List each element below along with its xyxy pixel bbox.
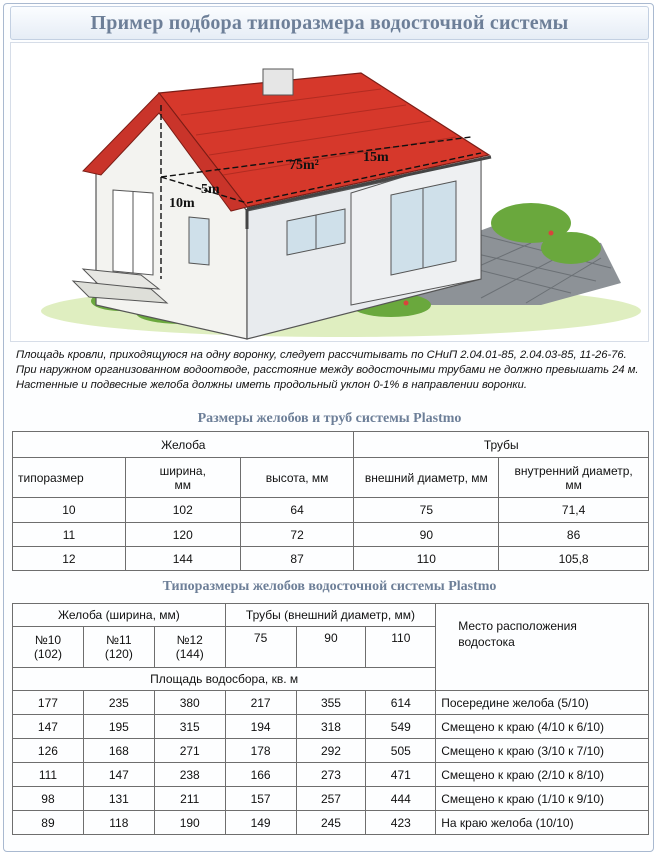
cell: 102: [125, 498, 240, 523]
cell: 444: [366, 787, 436, 811]
cell: 245: [296, 811, 366, 835]
cell: 238: [154, 763, 225, 787]
cell: 471: [366, 763, 436, 787]
gutter-size-12: №12 (144): [154, 627, 225, 668]
cell: 87: [240, 547, 354, 571]
group-gutter-width: Желоба (ширина, мм): [13, 604, 226, 627]
cell: 166: [225, 763, 296, 787]
cell: 89: [13, 811, 84, 835]
cell: 10: [13, 498, 126, 523]
cell: 380: [154, 691, 225, 715]
cell: 105,8: [499, 547, 649, 571]
gutter-size-10: №10 (102): [13, 627, 84, 668]
table-row: [13, 547, 649, 571]
cell: 190: [154, 811, 225, 835]
cell: 72: [240, 523, 354, 547]
cell: 147: [13, 715, 84, 739]
label-height: 10m: [169, 196, 195, 211]
sizes-table: [12, 431, 649, 571]
cell: 195: [83, 715, 154, 739]
cell: 257: [296, 787, 366, 811]
header-outer-diameter: внешний диаметр, мм: [354, 458, 499, 498]
cell: 12: [13, 547, 126, 571]
cell: 126: [13, 739, 84, 763]
location-cell: Посередине желоба (5/10): [436, 691, 649, 715]
cell: 90: [354, 523, 499, 547]
header-width: ширина, мм: [125, 458, 240, 498]
location-cell: Смещено к краю (3/10 к 7/10): [436, 739, 649, 763]
location-cell: Смещено к краю (1/10 к 9/10): [436, 787, 649, 811]
area-label: Площадь водосбора, кв. м: [13, 668, 436, 691]
house-illustration: [10, 42, 649, 342]
cell: 64: [240, 498, 354, 523]
cell: 235: [83, 691, 154, 715]
cell: 273: [296, 763, 366, 787]
cell: 71,4: [499, 498, 649, 523]
cell: 168: [83, 739, 154, 763]
cell: 157: [225, 787, 296, 811]
table-row: [13, 787, 649, 811]
chimney: [263, 69, 293, 95]
label-area: 75m²: [289, 158, 319, 173]
label-length: 15m: [363, 150, 389, 165]
pipe-size-110: 110: [366, 627, 436, 668]
location-cell: На краю желоба (10/10): [436, 811, 649, 835]
table-row: [13, 739, 649, 763]
cell: 211: [154, 787, 225, 811]
cell: 120: [125, 523, 240, 547]
header-size: типоразмер: [13, 458, 126, 498]
group-gutters: Желоба: [13, 432, 354, 458]
cell: 217: [225, 691, 296, 715]
cell: 505: [366, 739, 436, 763]
gable-window: [189, 217, 209, 265]
table-row: [13, 715, 649, 739]
table1-title: Размеры желобов и труб системы Plastmo: [197, 411, 462, 426]
group-pipe-diameter: Трубы (внешний диаметр, мм): [225, 604, 436, 627]
cell: 11: [13, 523, 126, 547]
cell: 549: [366, 715, 436, 739]
gutter-size-11: №11 (120): [83, 627, 154, 668]
cell: 194: [225, 715, 296, 739]
pipe-size-90: 90: [296, 627, 366, 668]
cell: 111: [13, 763, 84, 787]
cell: 118: [83, 811, 154, 835]
cell: 98: [13, 787, 84, 811]
cell: 614: [366, 691, 436, 715]
header-height: высота, мм: [240, 458, 354, 498]
cell: 423: [366, 811, 436, 835]
cell: 147: [83, 763, 154, 787]
cell: 355: [296, 691, 366, 715]
cell: 110: [354, 547, 499, 571]
cell: 75: [354, 498, 499, 523]
page-title: Пример подбора типоразмера водосточной системы: [90, 11, 569, 34]
title-bar: [10, 6, 649, 40]
cell: 177: [13, 691, 84, 715]
table-row: [13, 691, 649, 715]
cell: 131: [83, 787, 154, 811]
cell: 86: [499, 523, 649, 547]
capacity-table: [12, 603, 649, 835]
cell: 318: [296, 715, 366, 739]
cell: 149: [225, 811, 296, 835]
table-row: [13, 763, 649, 787]
location-cell: Смещено к краю (4/10 к 6/10): [436, 715, 649, 739]
table-row: [13, 523, 649, 547]
cell: 144: [125, 547, 240, 571]
house-drawing: [11, 43, 648, 341]
label-width: 5m: [201, 182, 220, 197]
table-row: [13, 811, 649, 835]
header-location: Место расположения водостока: [436, 604, 649, 691]
group-pipes: Трубы: [354, 432, 649, 458]
header-inner-diameter: внутренний диаметр, мм: [499, 458, 649, 498]
table-row: [13, 498, 649, 523]
cell: 315: [154, 715, 225, 739]
cell: 292: [296, 739, 366, 763]
cell: 271: [154, 739, 225, 763]
cell: 178: [225, 739, 296, 763]
table2-title: Типоразмеры желобов водосточной системы Plastmo: [162, 579, 497, 594]
location-cell: Смещено к краю (2/10 к 8/10): [436, 763, 649, 787]
note-text: Площадь кровли, приходящуюся на одну воронку, следует рассчитывать по СНиП 2.04.01-85, 2.04.03-85, 11-26-76. При наружном организованном водоотводе, расстояние между водосточными трубами не должно превышать 24 м. Настенные и подвесные желоба должны иметь продольный уклон 0-1% в направлении воронки.: [16, 349, 639, 391]
pipe-size-75: 75: [225, 627, 296, 668]
